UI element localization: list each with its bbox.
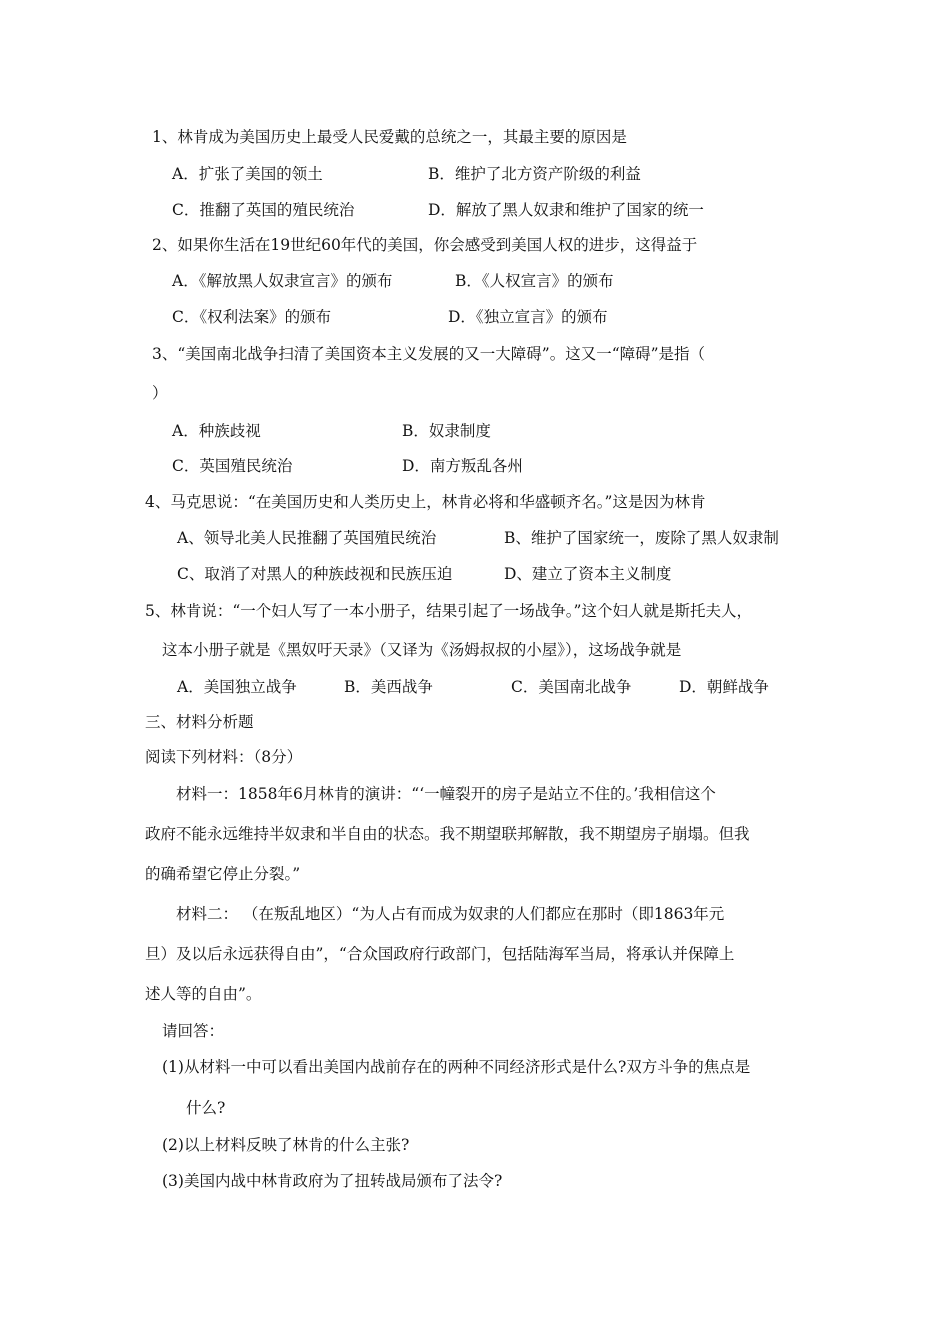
sub-question-1-continued: 什么? — [186, 1099, 226, 1117]
question-4-option-c: C、取消了对黑人的种族歧视和民族压迫 — [177, 565, 453, 583]
question-2-option-b: B．《人权宣言》的颁布 — [455, 272, 614, 290]
section-3-title: 三、材料分析题 — [145, 713, 254, 731]
question-5-option-b: B．美西战争 — [344, 678, 433, 696]
question-3-option-b: B．奴隶制度 — [402, 422, 491, 440]
question-5-stem: 5、林肯说：“一个妇人写了一本小册子，结果引起了一场战争。”这个妇人就是斯托夫人， — [145, 602, 752, 620]
question-3-option-a: A．种族歧视 — [172, 422, 261, 440]
sub-question-2: (2)以上材料反映了林肯的什么主张? — [162, 1136, 410, 1154]
question-2-stem: 2、如果你生活在19世纪60年代的美国，你会感受到美国人权的进步，这得益于 — [152, 236, 698, 254]
question-4-option-a: A、领导北美人民推翻了英国殖民统治 — [177, 529, 437, 547]
answer-prompt: 请回答： — [162, 1022, 225, 1040]
question-3-option-d: D．南方叛乱各州 — [402, 457, 523, 475]
question-2-option-c: C．《权利法案》的颁布 — [172, 308, 332, 326]
question-5-option-d: D．朝鲜战争 — [679, 678, 769, 696]
question-1-option-a: A．扩张了美国的领土 — [172, 165, 323, 183]
question-4-option-b: B、维护了国家统一，废除了黑人奴隶制 — [504, 529, 779, 547]
question-1-stem: 1、林肯成为美国历史上最受人民爱戴的总统之一，其最主要的原因是 — [152, 128, 627, 146]
question-5-stem-continued: 这本小册子就是《黑奴吁天录》（又译为《汤姆叔叔的小屋》），这场战争就是 — [162, 641, 682, 659]
question-1-option-d: D．解放了黑人奴隶和维护了国家的统一 — [428, 201, 704, 219]
question-3-stem: 3、“美国南北战争扫清了美国资本主义发展的又一大障碍”。这又一“障碍”是指（ — [152, 345, 706, 363]
material-1-line-1: 材料一：1858年6月林肯的演讲：“‘一幢裂开的房子是站立不住的。’我相信这个 — [176, 785, 716, 803]
question-1-option-c: C．推翻了英国的殖民统治 — [172, 201, 355, 219]
question-3-stem-continued: ） — [152, 384, 168, 402]
question-5-option-a: A．美国独立战争 — [177, 678, 297, 696]
sub-question-1: (1)从材料一中可以看出美国内战前存在的两种不同经济形式是什么?双方斗争的焦点是 — [162, 1058, 751, 1076]
question-4-stem: 4、马克思说：“在美国历史和人类历史上，林肯必将和华盛顿齐名。”这是因为林肯 — [145, 493, 706, 511]
material-2-line-3: 述人等的自由”。 — [145, 985, 262, 1003]
sub-question-3: (3)美国内战中林肯政府为了扭转战局颁布了法令? — [162, 1172, 503, 1190]
material-2-line-1: 材料二： （在叛乱地区）“为人占有而成为奴隶的人们都应在那时（即1863年元 — [176, 905, 725, 923]
material-2-line-2: 旦）及以后永远获得自由”，“合众国政府行政部门，包括陆海军当局，将承认并保障上 — [145, 945, 735, 963]
question-2-option-d: D．《独立宣言》的颁布 — [448, 308, 608, 326]
material-1-line-2: 政府不能永远维持半奴隶和半自由的状态。我不期望联邦解散，我不期望房子崩塌。但我 — [145, 825, 750, 843]
question-5-option-c: C．美国南北战争 — [511, 678, 632, 696]
section-3-intro: 阅读下列材料：（8分） — [145, 748, 303, 766]
question-2-option-a: A．《解放黑人奴隶宣言》的颁布 — [172, 272, 393, 290]
material-1-line-3: 的确希望它停止分裂。” — [145, 865, 301, 883]
question-3-option-c: C．英国殖民统治 — [172, 457, 293, 475]
question-1-option-b: B．维护了北方资产阶级的利益 — [428, 165, 641, 183]
question-4-option-d: D、建立了资本主义制度 — [504, 565, 672, 583]
